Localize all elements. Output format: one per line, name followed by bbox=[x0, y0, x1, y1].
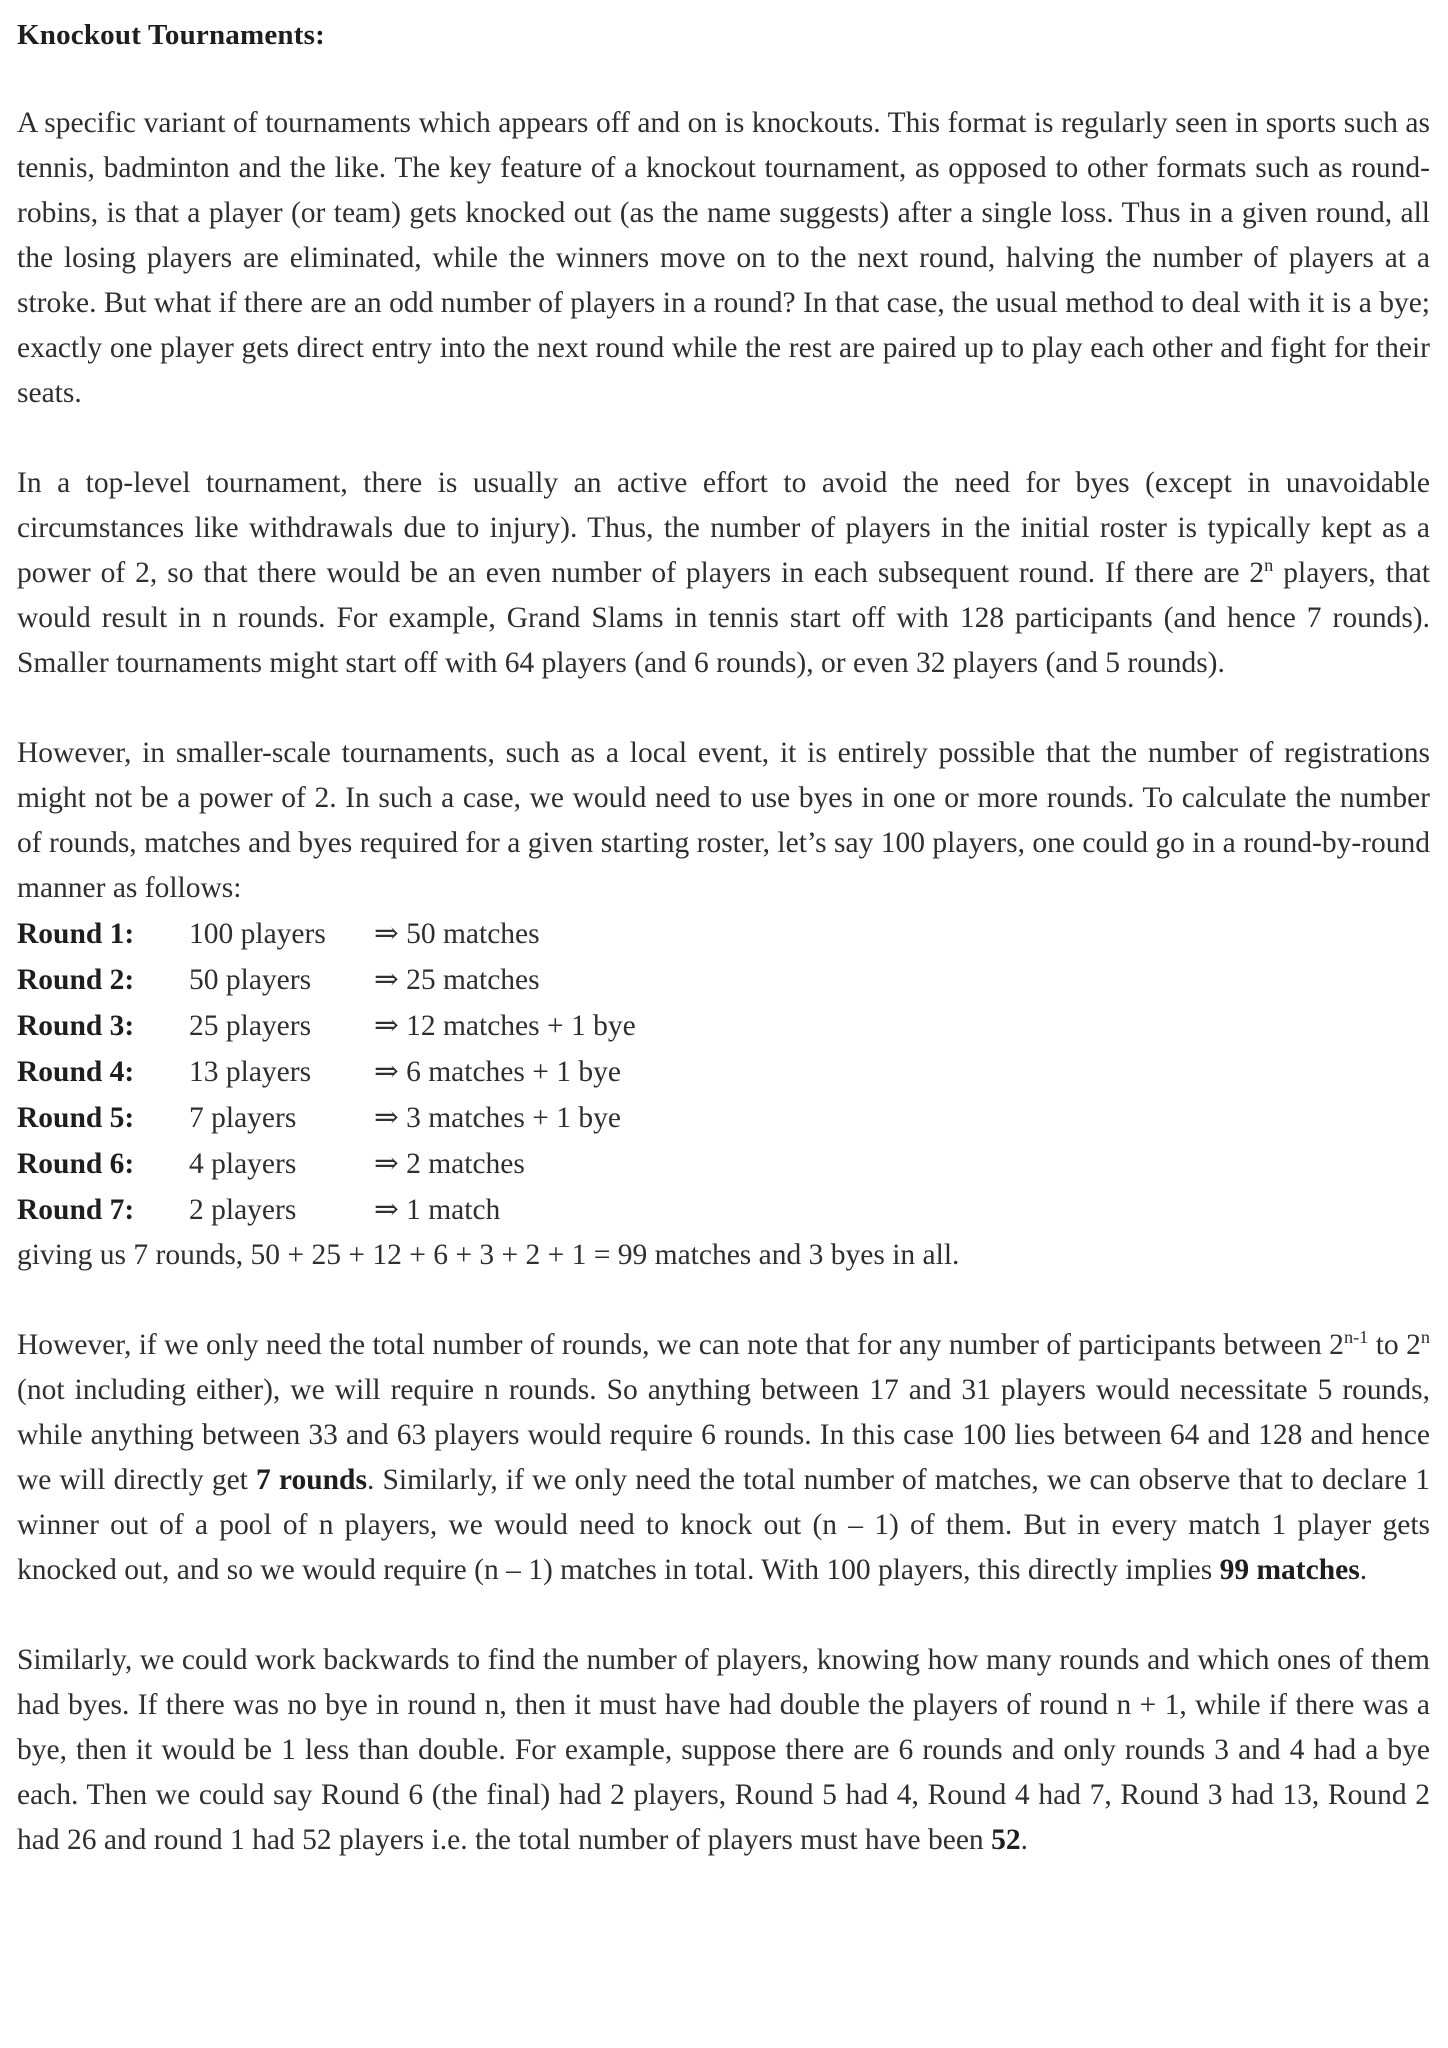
exponent-n: n bbox=[1420, 1327, 1431, 1348]
round-players: 50 players bbox=[189, 964, 312, 996]
rounds-summary-line: giving us 7 rounds, 50 + 25 + 12 + 6 + 3 + 2 + 1 = 99 matches and 3 byes in all. bbox=[17, 1239, 960, 1271]
round-result bbox=[374, 1049, 636, 1095]
table-row bbox=[17, 1095, 636, 1141]
round-players: 2 players bbox=[189, 1194, 297, 1226]
round-players: 7 players bbox=[189, 1102, 297, 1134]
round-result bbox=[374, 1003, 636, 1049]
implies-arrow-icon: ⇒ bbox=[374, 1008, 399, 1042]
implies-arrow-icon: ⇒ bbox=[374, 916, 399, 950]
highlight-fifty-two: 52 bbox=[991, 1824, 1021, 1856]
round-players: 100 players bbox=[189, 918, 326, 950]
paragraph-formula-text-c: (not including either), we will require n rounds. So anything between 17 and 31 players would necessitate 5 rounds, while anything between 33 and 63 players would require 6 rounds. In this case 100 lies between 64 and 128 and hence we will directly get bbox=[17, 1374, 1430, 1496]
paragraph-backwards bbox=[17, 1638, 1430, 1863]
implies-arrow-icon: ⇒ bbox=[374, 1100, 399, 1134]
highlight-ninety-nine-matches: 99 matches bbox=[1219, 1554, 1360, 1586]
title-spacer bbox=[17, 52, 1430, 101]
table-row bbox=[17, 911, 636, 957]
paragraph-spacer-2 bbox=[17, 686, 1430, 731]
exponent-n: n bbox=[1264, 555, 1274, 576]
paragraph-formula-text-e: . bbox=[1359, 1554, 1368, 1586]
round-result bbox=[374, 957, 636, 1003]
rounds-table-body bbox=[17, 911, 636, 1233]
paragraph-spacer-1 bbox=[17, 416, 1430, 461]
paragraph-small-scale-text: However, in smaller-scale tournaments, such as a local event, it is entirely possible that the number of registrations might not be a power of 2. In such a case, we would need to use byes in one or more rounds. To calculate the number of rounds, matches and byes required for a given starting roster, let’s say 100 players, one could go in a round-by-round manner as follows: bbox=[17, 737, 1430, 904]
table-row bbox=[17, 1049, 636, 1095]
paragraph-spacer-3 bbox=[17, 1278, 1430, 1323]
paragraph-intro-text: A specific variant of tournaments which appears off and on is knockouts. This format is regularly seen in sports such as tennis, badminton and the like. The key feature of a knockout tournament, as opposed to other formats such as round-robins, is that a player (or team) gets knocked out (as the name suggests) after a single loss. Thus in a given round, all the losing players are eliminated, while the winners move on to the next round, halving the number of players at a stroke. But what if there are an odd number of players in a round? In that case, the usual method to deal with it is a bye; exactly one player gets direct entry into the next round while the rest are paired up to play each other and fight for their seats. bbox=[17, 107, 1430, 409]
round-label: Round 3: bbox=[17, 1010, 135, 1042]
table-row bbox=[17, 1141, 636, 1187]
round-label: Round 4: bbox=[17, 1056, 135, 1088]
round-label: Round 7: bbox=[17, 1194, 135, 1226]
paragraph-spacer-4 bbox=[17, 1593, 1430, 1638]
round-result bbox=[374, 1141, 636, 1187]
round-label: Round 5: bbox=[17, 1102, 135, 1134]
round-result-text: 12 matches + 1 bye bbox=[406, 1010, 636, 1042]
paragraph-power-of-two-text-a: In a top-level tournament, there is usually an active effort to avoid the need for byes (except in unavoidable circumstances like withdrawals due to injury). Thus, the number of players in the initial roster is typically kept as a power of 2, so that there would be an even number of players in each subsequent round. If there are 2 bbox=[17, 467, 1430, 589]
round-result-text: 50 matches bbox=[406, 918, 540, 950]
round-label: Round 1: bbox=[17, 918, 135, 950]
table-row bbox=[17, 957, 636, 1003]
highlight-seven-rounds: 7 rounds bbox=[256, 1464, 367, 1496]
round-result-text: 6 matches + 1 bye bbox=[406, 1056, 621, 1088]
paragraph-small-scale bbox=[17, 731, 1430, 911]
round-label: Round 2: bbox=[17, 964, 135, 996]
round-result bbox=[374, 1187, 636, 1233]
round-players: 4 players bbox=[189, 1148, 297, 1180]
round-result-text: 2 matches bbox=[406, 1148, 525, 1180]
implies-arrow-icon: ⇒ bbox=[374, 1054, 399, 1088]
round-result bbox=[374, 1095, 636, 1141]
implies-arrow-icon: ⇒ bbox=[374, 962, 399, 996]
round-label: Round 6: bbox=[17, 1148, 135, 1180]
paragraph-power-of-two-text-b: players, that would result in n rounds. For example, Grand Slams in tennis start off with 128 participants (and hence 7 rounds). Smaller tournaments might start off with 64 players (and 6 rounds), or even 32 players (and 5 rounds). bbox=[17, 557, 1430, 679]
rounds-breakdown-table bbox=[17, 911, 636, 1233]
round-result-text: 1 match bbox=[406, 1194, 501, 1226]
paragraph-formula-text-d: . Similarly, if we only need the total number of matches, we can observe that to declare 1 winner out of a pool of n players, we would need to knock out (n – 1) of them. But in every match 1 player gets knocked out, and so we would require (n – 1) matches in total. With 100 players, this directly implies bbox=[17, 1464, 1431, 1586]
page-title: Knockout Tournaments: bbox=[17, 19, 325, 51]
implies-arrow-icon: ⇒ bbox=[374, 1146, 399, 1180]
round-players: 13 players bbox=[189, 1056, 312, 1088]
table-row bbox=[17, 1187, 636, 1233]
round-result-text: 3 matches + 1 bye bbox=[406, 1102, 621, 1134]
paragraph-backwards-text-b: . bbox=[1020, 1824, 1028, 1856]
exponent-n-minus-1: n-1 bbox=[1343, 1327, 1369, 1348]
round-result bbox=[374, 911, 636, 957]
round-result-text: 25 matches bbox=[406, 964, 540, 996]
paragraph-backwards-text-a: Similarly, we could work backwards to find the number of players, knowing how many rounds and which ones of them had byes. If there was no bye in round n, then it must have had double the players of round n + 1, while if there was a bye, then it would be 1 less than double. For example, suppose there are 6 rounds and only rounds 3 and 4 had a bye each. Then we could say Round 6 (the final) had 2 players, Round 5 had 4, Round 4 had 7, Round 3 had 13, Round 2 had 26 and round 1 had 52 players i.e. the total number of players must have been bbox=[17, 1644, 1430, 1856]
table-row bbox=[17, 1003, 636, 1049]
round-players: 25 players bbox=[189, 1010, 312, 1042]
paragraph-formula bbox=[17, 1323, 1430, 1593]
paragraph-formula-text-b: to 2 bbox=[1368, 1329, 1421, 1361]
paragraph-intro bbox=[17, 101, 1430, 416]
paragraph-power-of-two bbox=[17, 461, 1430, 686]
implies-arrow-icon: ⇒ bbox=[374, 1192, 399, 1226]
paragraph-formula-text-a: However, if we only need the total number of rounds, we can note that for any number of participants between 2 bbox=[17, 1329, 1344, 1361]
